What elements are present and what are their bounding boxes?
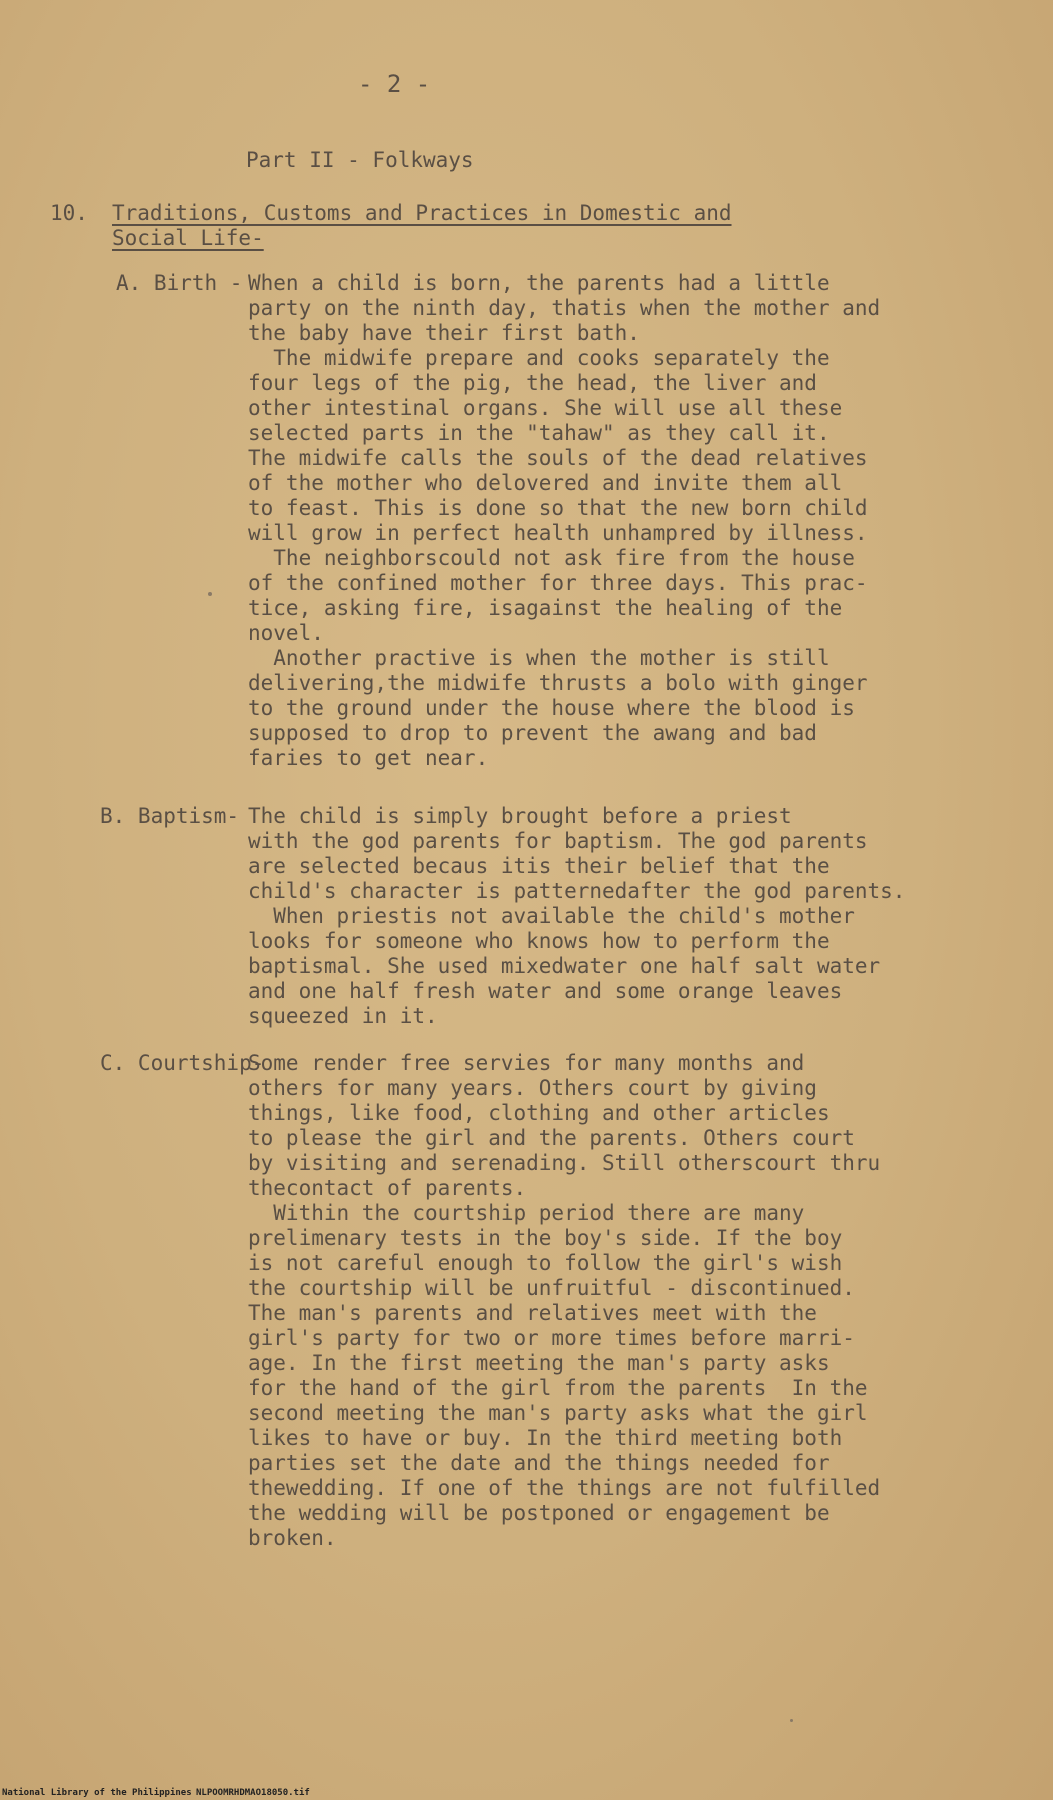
courtship-line: likes to have or buy. In the third meeting both bbox=[248, 1426, 843, 1450]
courtship-line: others for many years. Others court by giving bbox=[248, 1076, 817, 1100]
birth-line: will grow in perfect health unhampred by illness. bbox=[248, 521, 868, 545]
baptism-line: with the god parents for baptism. The god parents bbox=[248, 829, 868, 853]
birth-line: other intestinal organs. She will use all these bbox=[248, 396, 843, 420]
courtship-label: C. Courtship- bbox=[100, 1051, 265, 1075]
footer-library-name: National Library of the Philippines bbox=[2, 1788, 192, 1798]
courtship-line: Within the courtship period there are many bbox=[248, 1201, 805, 1225]
birth-line: Another practive is when the mother is still bbox=[248, 646, 830, 670]
baptism-line: squeezed in it. bbox=[248, 1004, 438, 1028]
birth-line: faries to get near. bbox=[248, 746, 489, 770]
courtship-line: Some render free servies for many months and bbox=[248, 1051, 805, 1075]
stray-mark bbox=[208, 592, 212, 596]
birth-line: party on the ninth day, thatis when the mother and bbox=[248, 296, 881, 320]
courtship-line: second meeting the man's party asks what the girl bbox=[248, 1401, 868, 1425]
birth-line: The midwife prepare and cooks separately the bbox=[248, 346, 830, 370]
birth-line: The midwife calls the souls of the dead relatives bbox=[248, 446, 868, 470]
section-title-line-2: Social Life- bbox=[112, 226, 264, 250]
section-title-line-1: Traditions, Customs and Practices in Domestic and bbox=[112, 201, 732, 225]
birth-line: to feast. This is done so that the new born child bbox=[248, 496, 868, 520]
baptism-line: When priestis not available the child's mother bbox=[248, 904, 855, 928]
baptism-line: are selected becaus itis their belief that the bbox=[248, 854, 830, 878]
baptism-line: The child is simply brought before a priest bbox=[248, 804, 792, 828]
part-title: Part II - Folkways bbox=[246, 148, 474, 172]
baptism-line: looks for someone who knows how to perform the bbox=[248, 929, 830, 953]
courtship-line: The man's parents and relatives meet with the bbox=[248, 1301, 817, 1325]
birth-line: The neighborscould not ask fire from the house bbox=[248, 546, 855, 570]
stray-mark bbox=[790, 1719, 793, 1722]
birth-line: supposed to drop to prevent the awang and bad bbox=[248, 721, 817, 745]
courtship-line: girl's party for two or more times before marri- bbox=[248, 1326, 855, 1350]
birth-line: of the mother who delovered and invite them all bbox=[248, 471, 843, 495]
section-number: 10. bbox=[50, 201, 88, 225]
birth-label: A. Birth - bbox=[116, 271, 243, 295]
courtship-line: things, like food, clothing and other articles bbox=[248, 1101, 830, 1125]
courtship-line: prelimenary tests in the boy's side. If the boy bbox=[248, 1226, 843, 1250]
baptism-line: baptismal. She used mixedwater one half salt water bbox=[248, 954, 881, 978]
birth-line: four legs of the pig, the head, the liver and bbox=[248, 371, 817, 395]
birth-paragraph bbox=[248, 271, 1008, 771]
courtship-line: to please the girl and the parents. Others court bbox=[248, 1126, 855, 1150]
birth-line: novel. bbox=[248, 621, 324, 645]
courtship-line: thecontact of parents. bbox=[248, 1176, 527, 1200]
birth-line: When a child is born, the parents had a little bbox=[248, 271, 830, 295]
page-number: - 2 - bbox=[358, 70, 431, 98]
baptism-paragraph bbox=[248, 804, 1008, 1029]
footer-file-name: NLPOOMRHDMAO18050.tif bbox=[196, 1788, 310, 1798]
courtship-paragraph bbox=[248, 1051, 1008, 1551]
courtship-line: the wedding will be postponed or engagement be bbox=[248, 1501, 830, 1525]
courtship-line: thewedding. If one of the things are not fulfilled bbox=[248, 1476, 881, 1500]
birth-line: the baby have their first bath. bbox=[248, 321, 640, 345]
birth-line: of the confined mother for three days. This prac- bbox=[248, 571, 868, 595]
birth-line: tice, asking fire, isagainst the healing of the bbox=[248, 596, 843, 620]
baptism-line: and one half fresh water and some orange leaves bbox=[248, 979, 843, 1003]
courtship-line: age. In the first meeting the man's party asks bbox=[248, 1351, 830, 1375]
courtship-line: by visiting and serenading. Still otherscourt thru bbox=[248, 1151, 881, 1175]
courtship-line: the courtship will be unfruitful - discontinued. bbox=[248, 1276, 855, 1300]
birth-line: delivering,the midwife thrusts a bolo with ginger bbox=[248, 671, 868, 695]
courtship-line: broken. bbox=[248, 1526, 337, 1550]
baptism-label: B. Baptism- bbox=[100, 804, 240, 828]
baptism-line: child's character is patternedafter the god parents. bbox=[248, 879, 906, 903]
courtship-line: parties set the date and the things needed for bbox=[248, 1451, 830, 1475]
birth-line: selected parts in the "tahaw" as they call it. bbox=[248, 421, 830, 445]
courtship-line: for the hand of the girl from the parents In the bbox=[248, 1376, 868, 1400]
birth-line: to the ground under the house where the blood is bbox=[248, 696, 855, 720]
courtship-line: is not careful enough to follow the girl's wish bbox=[248, 1251, 843, 1275]
